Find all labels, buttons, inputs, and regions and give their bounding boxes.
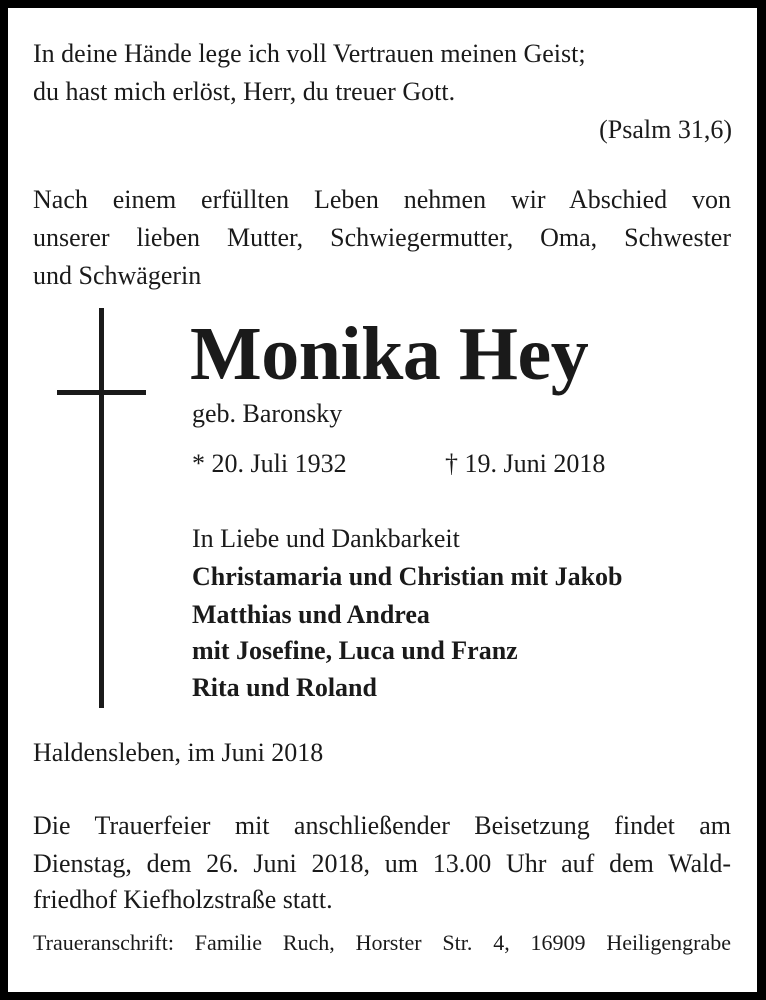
intro-line-1: Nach einem erfüllten Leben nehmen wir Abschied von <box>33 185 731 214</box>
birth-date: * 20. Juli 1932 <box>192 449 347 478</box>
mourners-intro: In Liebe und Dankbarkeit <box>192 524 460 553</box>
mourner-line-4: Rita und Roland <box>192 673 377 702</box>
psalm-reference: (Psalm 31,6) <box>599 115 732 144</box>
intro-line-3: und Schwägerin <box>33 261 202 290</box>
mourner-line-2: Matthias und Andrea <box>192 600 430 629</box>
cross-horizontal-bar <box>57 390 146 395</box>
mourner-line-1: Christamaria und Christian mit Jakob <box>192 562 623 591</box>
psalm-line-2: du hast mich erlöst, Herr, du treuer Gott. <box>33 77 456 106</box>
mourner-line-3: mit Josefine, Luca und Franz <box>192 636 518 665</box>
funeral-line-2: Dienstag, dem 26. Juni 2018, um 13.00 Uhr auf dem Wald- <box>33 849 731 878</box>
cross-vertical-bar <box>99 308 104 708</box>
funeral-line-3: friedhof Kiefholzstraße statt. <box>33 885 333 914</box>
funeral-line-1: Die Trauerfeier mit anschließender Beisetzung findet am <box>33 811 731 840</box>
mourning-address: Traueranschrift: Familie Ruch, Horster Str. 4, 16909 Heiligengrabe <box>33 930 731 955</box>
place-date: Haldensleben, im Juni 2018 <box>33 738 324 767</box>
psalm-line-1: In deine Hände lege ich voll Vertrauen meinen Geist; <box>33 39 586 68</box>
death-date: † 19. Juni 2018 <box>445 449 606 478</box>
deceased-name: Monika Hey <box>190 312 589 396</box>
maiden-name: geb. Baronsky <box>192 399 343 428</box>
obituary-card <box>8 8 757 992</box>
intro-line-2: unserer lieben Mutter, Schwiegermutter, Oma, Schwester <box>33 223 731 252</box>
